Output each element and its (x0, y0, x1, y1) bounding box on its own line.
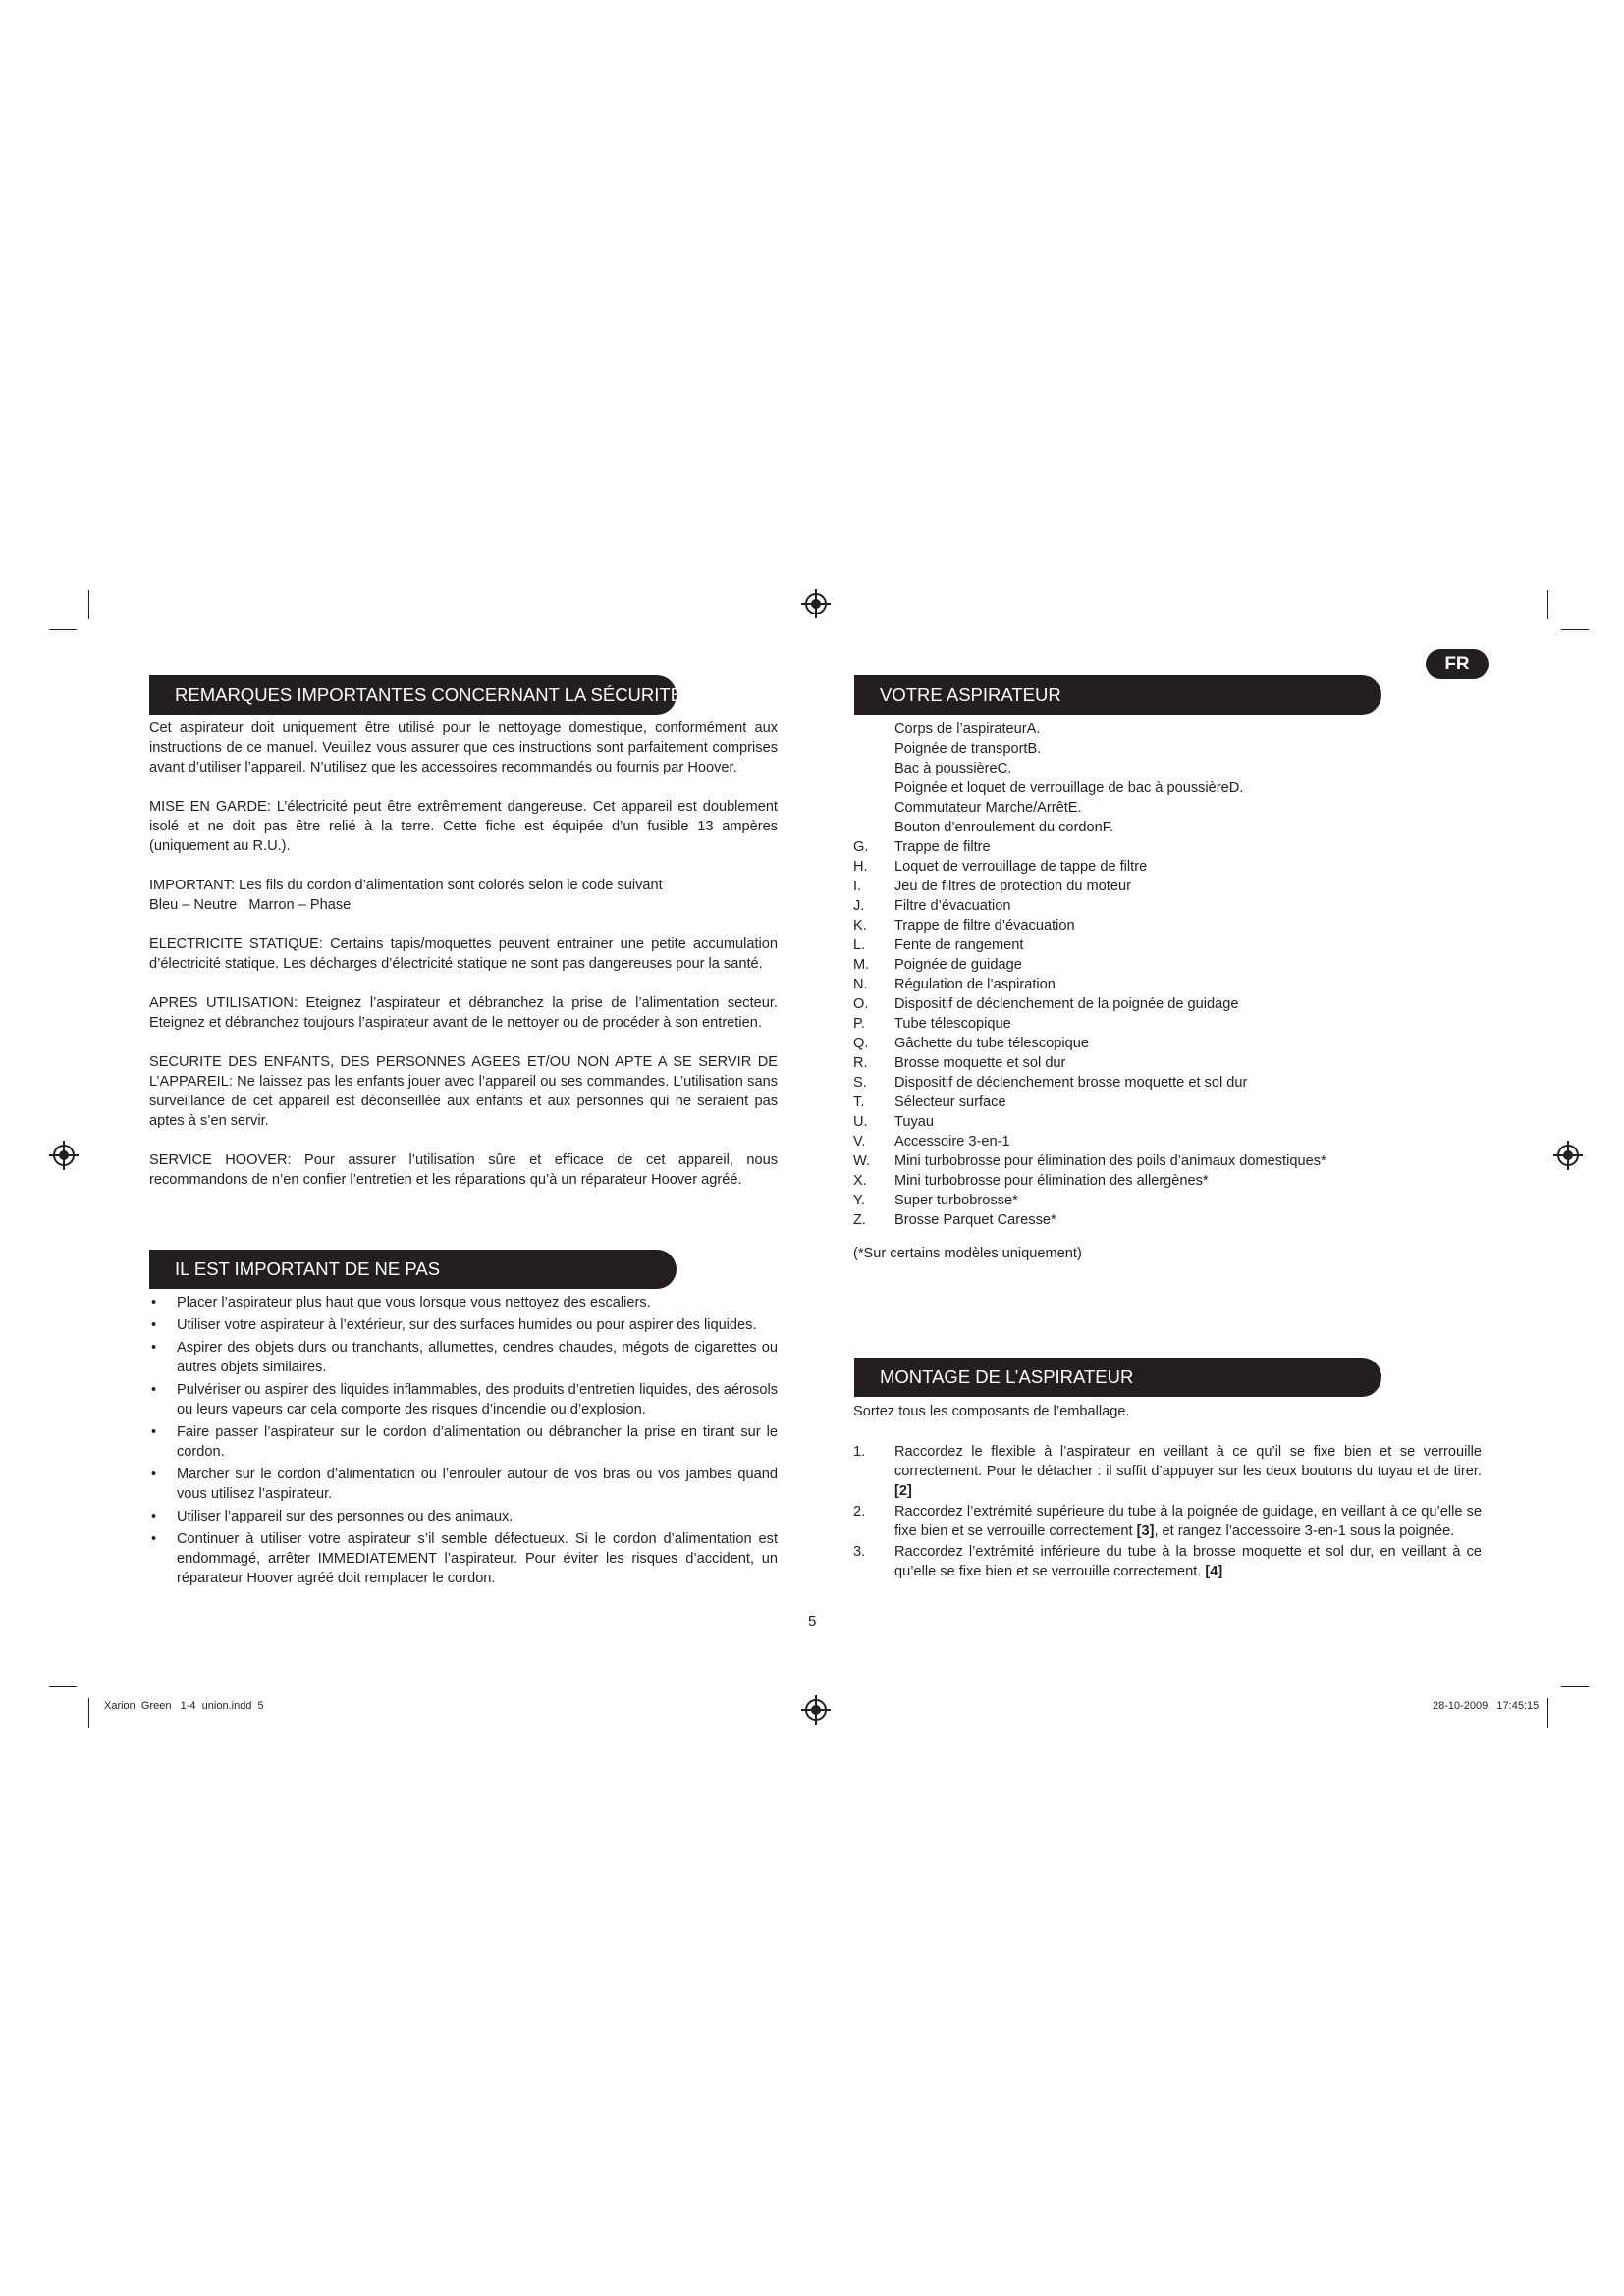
list-item: • Continuer à utiliser votre aspirateur s’il semble défectueux. Si le cordon d’alimentation est endommagé, arrêter IMMEDIATEMENT l’aspirateur. Pour éviter les risques d’accident, un réparateur Hoover agréé doit remplacer le cordon. (149, 1529, 778, 1588)
assembly-steps (853, 1442, 1482, 1582)
registration-mark-icon (1557, 1145, 1579, 1166)
parts-list (853, 720, 1482, 1230)
part-label: Trappe de filtre (894, 839, 991, 855)
list-item (853, 1053, 1482, 1073)
list-item (853, 1132, 1482, 1151)
parts-footnote: (*Sur certains modèles uniquement) (853, 1246, 1082, 1261)
part-letter: Z. (853, 1212, 866, 1228)
part-letter: J. (853, 898, 865, 914)
list-item (853, 1093, 1482, 1112)
part-label: Brosse moquette et sol dur (894, 1055, 1066, 1071)
part-label: Jeu de filtres de protection du moteur (894, 879, 1131, 894)
part-label: Dispositif de déclenchement brosse moquette et sol dur (894, 1075, 1248, 1091)
list-item (853, 857, 1482, 877)
part-label: Bouton d’enroulement du cordonF. (894, 820, 1114, 835)
crop-mark (49, 629, 77, 630)
list-item (853, 1210, 1482, 1230)
parts-section-header (854, 675, 1381, 715)
part-letter: S. (853, 1075, 867, 1091)
list-item (853, 759, 1482, 778)
language-tab: FR (1426, 649, 1489, 679)
step-number: 2. (853, 1504, 866, 1520)
part-label: Gâchette du tube télescopique (894, 1036, 1089, 1051)
part-letter (853, 720, 894, 739)
list-item (853, 994, 1482, 1014)
assembly-section-title: MONTAGE DE L’ASPIRATEUR (880, 1366, 1134, 1387)
part-letter (853, 798, 894, 818)
safety-section-header (149, 675, 683, 715)
part-letter (853, 739, 894, 759)
part-label: Tube télescopique (894, 1016, 1011, 1032)
part-letter: Q. (853, 1036, 869, 1051)
assembly-section-header (854, 1358, 1381, 1397)
list-item (853, 837, 1482, 857)
part-label: Sélecteur surface (894, 1095, 1006, 1110)
crop-mark (49, 1686, 77, 1687)
crop-mark (88, 590, 89, 619)
part-label: Poignée de transportB. (894, 741, 1042, 757)
list-item (853, 739, 1482, 759)
part-letter: X. (853, 1173, 867, 1189)
list-item (853, 720, 1482, 739)
part-label: Dispositif de déclenchement de la poignée de guidage (894, 996, 1239, 1012)
page-number: 5 (808, 1613, 817, 1629)
list-item (853, 935, 1482, 955)
crop-mark (1547, 1698, 1548, 1728)
part-letter: H. (853, 859, 868, 875)
part-label: Tuyau (894, 1114, 935, 1130)
part-label: Mini turbobrosse pour élimination des poils d’animaux domestiques* (894, 1153, 1326, 1169)
list-item (853, 1191, 1482, 1210)
list-item (853, 896, 1482, 916)
part-letter: W. (853, 1153, 871, 1169)
part-letter (853, 759, 894, 778)
safety-section-title: REMARQUES IMPORTANTES CONCERNANT LA SÉCURITÉ (175, 684, 683, 705)
part-label: Régulation de l’aspiration (894, 977, 1056, 992)
part-label: Bac à poussièreC. (894, 761, 1012, 776)
part-letter (853, 818, 894, 837)
registration-mark-icon (53, 1145, 75, 1166)
part-letter: L. (853, 937, 866, 953)
figure-ref: [2] (894, 1483, 912, 1499)
list-item: • Utiliser votre aspirateur à l’extérieur, sur des surfaces humides ou pour aspirer des liquides. (149, 1315, 778, 1335)
list-item (853, 916, 1482, 935)
list-item (853, 1542, 1482, 1581)
registration-mark-icon (805, 1699, 827, 1721)
part-label: Accessoire 3-en-1 (894, 1134, 1010, 1149)
step-text: Raccordez l’extrémité supérieure du tube à la poignée de guidage, en veillant à ce qu’elle se fixe bien et se verrouille correctement [3], et rangez l’accessoire 3-en-1 sous la poignée. (894, 1504, 1482, 1539)
part-label: Fente de rangement (894, 937, 1024, 953)
dont-section-title: IL EST IMPORTANT DE NE PAS (175, 1258, 441, 1279)
part-letter: K. (853, 918, 867, 934)
crop-mark (1547, 590, 1548, 619)
list-item (853, 1171, 1482, 1191)
safety-paragraph: Cet aspirateur doit uniquement être utilisé pour le nettoyage domestique, conformément aux instructions de ce manuel. Veuillez vous assurer que ces instructions sont parfaitement comprises avant d’utiliser l’appareil. N’utilisez que les accessoires recommandés ou fournis par Hoover. (149, 721, 778, 775)
part-label: Corps de l’aspirateurA. (894, 721, 1041, 737)
part-letter (853, 778, 894, 798)
step-number: 3. (853, 1544, 866, 1560)
part-label: Trappe de filtre d’évacuation (894, 918, 1075, 934)
step-text: Raccordez le flexible à l’aspirateur en veillant à ce qu’il se fixe bien et se verrouille correctement. Pour le détacher : il suffit d’appuyer sur les deux boutons du tuyau et de tirer. [2] (894, 1444, 1482, 1499)
part-label: Mini turbobrosse pour élimination des allergènes* (894, 1173, 1209, 1189)
list-item (853, 1151, 1482, 1171)
wire-code-colors: Bleu – Neutre Marron – Phase (149, 897, 352, 913)
list-item: • Placer l’aspirateur plus haut que vous lorsque vous nettoyez des escaliers. (149, 1293, 778, 1312)
list-item (853, 1112, 1482, 1132)
part-label: Commutateur Marche/ArrêtE. (894, 800, 1082, 816)
part-label: Loquet de verrouillage de tappe de filtre (894, 859, 1148, 875)
figure-ref: [3] (1136, 1523, 1155, 1539)
crop-mark (1561, 1686, 1589, 1687)
part-letter: I. (853, 879, 862, 894)
dont-list (149, 1293, 778, 1591)
list-item: • Faire passer l’aspirateur sur le cordon d’alimentation ou débrancher la prise en tirant sur le cordon. (149, 1422, 778, 1462)
part-letter: O. (853, 996, 869, 1012)
list-item (853, 1073, 1482, 1093)
list-item (853, 955, 1482, 975)
part-label: Poignée de guidage (894, 957, 1022, 973)
list-item: • Marcher sur le cordon d’alimentation ou l’enrouler autour de vos bras ou vos jambes quand vous utilisez l’aspirateur. (149, 1465, 778, 1504)
wire-code-paragraph (149, 876, 778, 915)
part-letter: T. (853, 1095, 865, 1110)
part-label: Filtre d’évacuation (894, 898, 1011, 914)
list-item: • Pulvériser ou aspirer des liquides inflammables, des produits d’entretien liquides, des aérosols ou leurs vapeurs car cela comporte des risques d’incendie ou d’explosion. (149, 1380, 778, 1419)
after-use-paragraph: APRES UTILISATION: Eteignez l’aspirateur et débranchez la prise de l’alimentation secteur. Eteignez et débranchez toujours l’aspirateur avant de le nettoyer ou de procéder à son entretien. (149, 995, 778, 1031)
part-letter: Y. (853, 1193, 865, 1208)
part-label: Poignée et loquet de verrouillage de bac à poussièreD. (894, 780, 1244, 796)
parts-section-title: VOTRE ASPIRATEUR (880, 684, 1061, 705)
figure-ref: [4] (1205, 1564, 1223, 1579)
part-letter: U. (853, 1114, 868, 1130)
list-item (853, 975, 1482, 994)
static-electricity-paragraph: ELECTRICITE STATIQUE: Certains tapis/moquettes peuvent entrainer une petite accumulation d’électricité statique. Les décharges d’électricité statique ne sont pas dangereuses pour la santé. (149, 936, 778, 972)
warning-paragraph: MISE EN GARDE: L’électricité peut être extrêmement dangereuse. Cet appareil est doublement isolé et ne doit pas être relié à la terre. Cette fiche est équipée d’un fusible 13 ampères (uniquement au R.U.). (149, 799, 778, 854)
step-text: Raccordez l’extrémité inférieure du tube à la brosse moquette et sol dur, en veillant à ce qu’elle se fixe bien et se verrouille correctement. [4] (894, 1544, 1482, 1579)
child-safety-paragraph: SECURITE DES ENFANTS, DES PERSONNES AGEES ET/OU NON APTE A SE SERVIR DE L’APPAREIL: Ne laissez pas les enfants jouer avec l’appareil ou ses commandes. L’utilisation sans surveillance de cet appareil est déconseillée aux enfants et aux personnes qui ne seraient pas aptes à s’en servir. (149, 1054, 778, 1129)
list-item: • Utiliser l’appareil sur des personnes ou des animaux. (149, 1507, 778, 1526)
list-item (853, 1034, 1482, 1053)
part-letter: N. (853, 977, 868, 992)
footer-timestamp: 28-10-2009 17:45:15 (1433, 1700, 1540, 1712)
part-label: Super turbobrosse* (894, 1193, 1018, 1208)
part-letter: V. (853, 1134, 866, 1149)
part-letter: P. (853, 1016, 865, 1032)
part-label: Brosse Parquet Caresse* (894, 1212, 1056, 1228)
registration-mark-icon (805, 593, 827, 614)
crop-mark (1561, 629, 1589, 630)
list-item (853, 818, 1482, 837)
part-letter: M. (853, 957, 870, 973)
list-item (853, 798, 1482, 818)
hoover-service-paragraph: SERVICE HOOVER: Pour assurer l’utilisation sûre et efficace de cet appareil, nous recommandons de n’en confier l’entretien et les réparations qu’à un réparateur Hoover agréé. (149, 1152, 778, 1188)
wire-code-heading: IMPORTANT: Les fils du cordon d’alimentation sont colorés selon le code suivant (149, 878, 663, 893)
list-item: • Aspirer des objets durs ou tranchants, allumettes, cendres chaudes, mégots de cigarettes ou autres objets similaires. (149, 1338, 778, 1377)
dont-section-header (149, 1250, 677, 1289)
list-item (853, 1014, 1482, 1034)
footer-filename: Xarion Green 1-4 union.indd 5 (104, 1700, 264, 1712)
part-letter: R. (853, 1055, 868, 1071)
assembly-intro: Sortez tous les composants de l’emballage. (853, 1404, 1130, 1419)
part-letter: G. (853, 839, 869, 855)
step-number: 1. (853, 1444, 866, 1460)
list-item (853, 1502, 1482, 1541)
list-item (853, 1442, 1482, 1501)
safety-text-block (149, 719, 778, 1209)
list-item (853, 778, 1482, 798)
crop-mark (88, 1698, 89, 1728)
list-item (853, 877, 1482, 896)
